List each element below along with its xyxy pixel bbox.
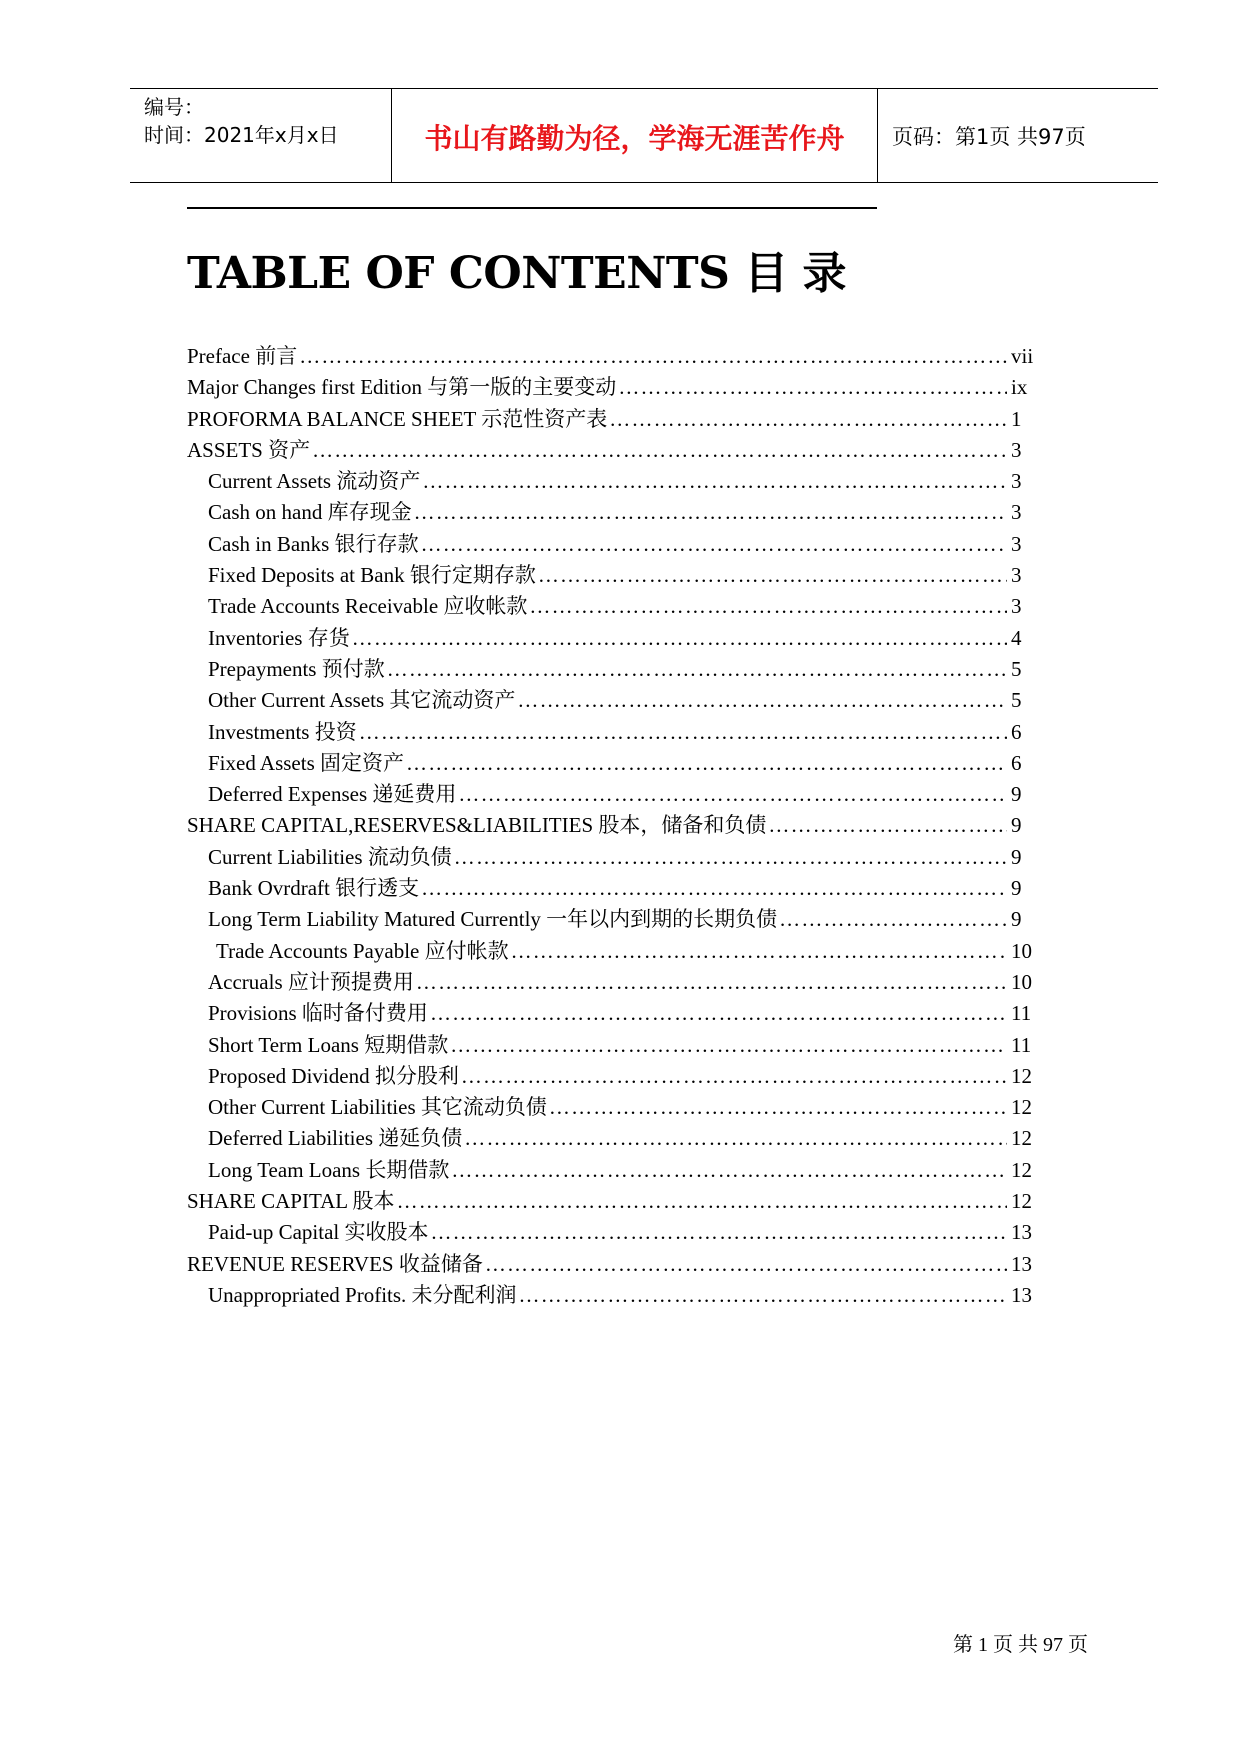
title-rule: [187, 207, 877, 209]
header-motto: [392, 89, 878, 182]
toc-entry-label: Deferred Expenses 递延费用: [208, 782, 457, 807]
toc-leader-dots: [450, 1033, 1007, 1058]
toc-entry-page: 12: [1011, 1063, 1032, 1088]
toc-entry[interactable]: [187, 778, 1035, 809]
toc-entry-label: Trade Accounts Receivable 应收帐款: [208, 594, 528, 619]
toc-entry-page: 3: [1011, 469, 1022, 494]
toc-entry[interactable]: [187, 1122, 1035, 1153]
toc-entry-page: 9: [1011, 844, 1022, 869]
toc-entry[interactable]: [187, 403, 1035, 434]
toc-entry-page: 1: [1011, 406, 1022, 431]
toc-entry-page: 6: [1011, 719, 1022, 744]
toc-entry-label: PROFORMA BALANCE SHEET 示范性资产表: [187, 406, 608, 431]
toc-entry-page: 9: [1011, 876, 1022, 901]
toc-entry-page: 6: [1011, 750, 1022, 775]
toc-entry[interactable]: [187, 1029, 1035, 1060]
toc-leader-dots: [768, 813, 1007, 838]
toc-entry-page: 9: [1011, 782, 1022, 807]
toc-leader-dots: [779, 907, 1007, 932]
toc-leader-dots: [538, 563, 1007, 588]
toc-entry[interactable]: [187, 1216, 1035, 1247]
toc-entry[interactable]: [187, 434, 1035, 465]
toc-entry-label: Short Term Loans 短期借款: [208, 1032, 449, 1057]
toc-entry-page: 9: [1011, 907, 1022, 932]
toc-entry-label: Investments 投资: [208, 719, 357, 744]
toc-entry-page: 11: [1011, 1001, 1032, 1026]
toc-entry-page: 13: [1011, 1251, 1032, 1276]
toc-entry-label: Prepayments 预付款: [208, 656, 385, 681]
toc-entry-label: Deferred Liabilities 递延负债: [208, 1126, 463, 1151]
toc-entry-label: Current Liabilities 流动负债: [208, 844, 452, 869]
toc-entry-label: Fixed Deposits at Bank 银行定期存款: [208, 563, 536, 588]
toc-entry-page: 5: [1011, 656, 1022, 681]
toc-leader-dots: [511, 939, 1007, 964]
toc-entry-page: 4: [1011, 625, 1022, 650]
toc-leader-dots: [464, 1126, 1007, 1151]
toc-entry[interactable]: [187, 841, 1035, 872]
toc-entry-page: 3: [1011, 500, 1022, 525]
toc-leader-dots: [387, 657, 1007, 682]
toc-leader-dots: [421, 532, 1007, 557]
page-footer: 第 1 页 共 97 页: [953, 1634, 1088, 1656]
table-of-contents: [187, 340, 1035, 1310]
toc-entry[interactable]: [187, 872, 1035, 903]
toc-entry[interactable]: [187, 496, 1035, 527]
code-label: 编号：: [144, 95, 204, 119]
toc-entry[interactable]: [187, 903, 1035, 934]
toc-entry-label: Cash in Banks 银行存款: [208, 531, 419, 556]
page-title: TABLE OF CONTENTS 目 录: [187, 248, 847, 299]
toc-entry-page: 12: [1011, 1126, 1032, 1151]
toc-entry-label: REVENUE RESERVES 收益储备: [187, 1251, 483, 1276]
toc-entry[interactable]: [187, 653, 1035, 684]
toc-entry-label: Other Current Assets 其它流动资产: [208, 688, 516, 713]
toc-leader-dots: [416, 970, 1007, 995]
toc-entry[interactable]: [187, 997, 1035, 1028]
toc-leader-dots: [414, 500, 1007, 525]
toc-entry[interactable]: [187, 528, 1035, 559]
header-meta: [130, 89, 392, 182]
toc-entry-page: 10: [1011, 938, 1032, 963]
toc-entry-page: 13: [1011, 1282, 1032, 1307]
toc-entry[interactable]: [187, 1248, 1035, 1279]
toc-leader-dots: [406, 751, 1007, 776]
toc-entry-page: 12: [1011, 1157, 1032, 1182]
toc-entry-label: Paid-up Capital 实收股本: [208, 1220, 429, 1245]
toc-entry-page: 12: [1011, 1095, 1032, 1120]
toc-leader-dots: [485, 1252, 1007, 1277]
toc-entry-page: 10: [1011, 969, 1032, 994]
motto-text: 书山有路勤为径，学海无涯苦作舟: [424, 121, 845, 155]
toc-leader-dots: [430, 1220, 1007, 1245]
toc-entry-label: Preface 前言: [187, 344, 298, 368]
toc-entry-page: 5: [1011, 688, 1022, 713]
toc-leader-dots: [618, 375, 1007, 400]
toc-entry-page: 9: [1011, 813, 1022, 838]
toc-entry-label: ASSETS 资产: [187, 437, 311, 462]
toc-leader-dots: [529, 594, 1007, 619]
toc-entry[interactable]: [187, 559, 1035, 590]
toc-entry-label: SHARE CAPITAL 股本: [187, 1189, 395, 1214]
toc-entry-label: Long Team Loans 长期借款: [208, 1157, 450, 1182]
toc-entry-label: Cash on hand 库存现金: [208, 500, 412, 525]
toc-entry[interactable]: [187, 1060, 1035, 1091]
toc-entry[interactable]: [187, 371, 1035, 402]
toc-leader-dots: [519, 1283, 1007, 1308]
toc-entry-page: ix: [1011, 375, 1028, 400]
toc-leader-dots: [458, 782, 1007, 807]
toc-leader-dots: [461, 1064, 1007, 1089]
toc-entry-label: Accruals 应计预提费用: [208, 969, 414, 994]
toc-leader-dots: [397, 1189, 1007, 1214]
toc-entry[interactable]: [187, 747, 1035, 778]
toc-entry[interactable]: [187, 465, 1035, 496]
toc-entry-label: Other Current Liabilities 其它流动负债: [208, 1095, 547, 1120]
toc-entry-page: 11: [1011, 1032, 1032, 1057]
toc-leader-dots: [609, 407, 1007, 432]
toc-entry[interactable]: [187, 966, 1035, 997]
toc-entry[interactable]: [187, 590, 1035, 621]
toc-entry-page: vii: [1011, 344, 1034, 368]
toc-entry[interactable]: [187, 1279, 1035, 1310]
toc-entry-page: 3: [1011, 437, 1022, 462]
toc-entry-label: SHARE CAPITAL,RESERVES&LIABILITIES 股本，储备和负债: [187, 813, 767, 838]
toc-leader-dots: [549, 1095, 1007, 1120]
toc-entry-label: Unappropriated Profits. 未分配利润: [208, 1282, 517, 1307]
toc-entry-label: Long Term Liability Matured Currently 一年以内到期的长期负债: [208, 907, 778, 932]
toc-entry[interactable]: [187, 716, 1035, 747]
toc-leader-dots: [359, 720, 1007, 745]
toc-entry-label: Fixed Assets 固定资产: [208, 750, 405, 775]
toc-leader-dots: [451, 1158, 1007, 1183]
toc-leader-dots: [352, 626, 1007, 651]
toc-leader-dots: [430, 1001, 1007, 1026]
toc-entry-label: Major Changes first Edition 与第一版的主要变动: [187, 375, 617, 400]
toc-entry[interactable]: [187, 935, 1035, 966]
toc-entry[interactable]: [187, 1185, 1035, 1216]
toc-entry[interactable]: [187, 340, 1035, 371]
toc-entry[interactable]: [187, 684, 1035, 715]
toc-entry[interactable]: [187, 1154, 1035, 1185]
toc-entry-label: Proposed Dividend 拟分股利: [208, 1063, 459, 1088]
toc-entry-page: 13: [1011, 1220, 1032, 1245]
document-header: [130, 88, 1158, 183]
toc-entry-page: 3: [1011, 563, 1022, 588]
toc-leader-dots: [312, 438, 1007, 463]
toc-leader-dots: [517, 688, 1007, 713]
toc-entry[interactable]: [187, 1091, 1035, 1122]
toc-entry-page: 12: [1011, 1189, 1032, 1214]
toc-entry-label: Inventories 存货: [208, 625, 350, 650]
toc-entry-label: Provisions 临时备付费用: [208, 1001, 428, 1026]
toc-leader-dots: [299, 344, 1007, 369]
time-label: 时间：2021年x月x日: [144, 123, 339, 147]
toc-entry[interactable]: [187, 809, 1035, 840]
toc-leader-dots: [454, 845, 1007, 870]
toc-entry-label: Trade Accounts Payable 应付帐款: [216, 938, 509, 963]
toc-leader-dots: [422, 469, 1007, 494]
toc-entry[interactable]: [187, 622, 1035, 653]
page-info-text: 页码：第1页 共97页: [892, 124, 1086, 149]
toc-entry-page: 3: [1011, 531, 1022, 556]
toc-entry-page: 3: [1011, 594, 1022, 619]
toc-leader-dots: [421, 876, 1007, 901]
toc-entry-label: Bank Ovrdraft 银行透支: [208, 876, 420, 901]
header-page-info: [878, 89, 1158, 182]
toc-entry-label: Current Assets 流动资产: [208, 469, 421, 494]
